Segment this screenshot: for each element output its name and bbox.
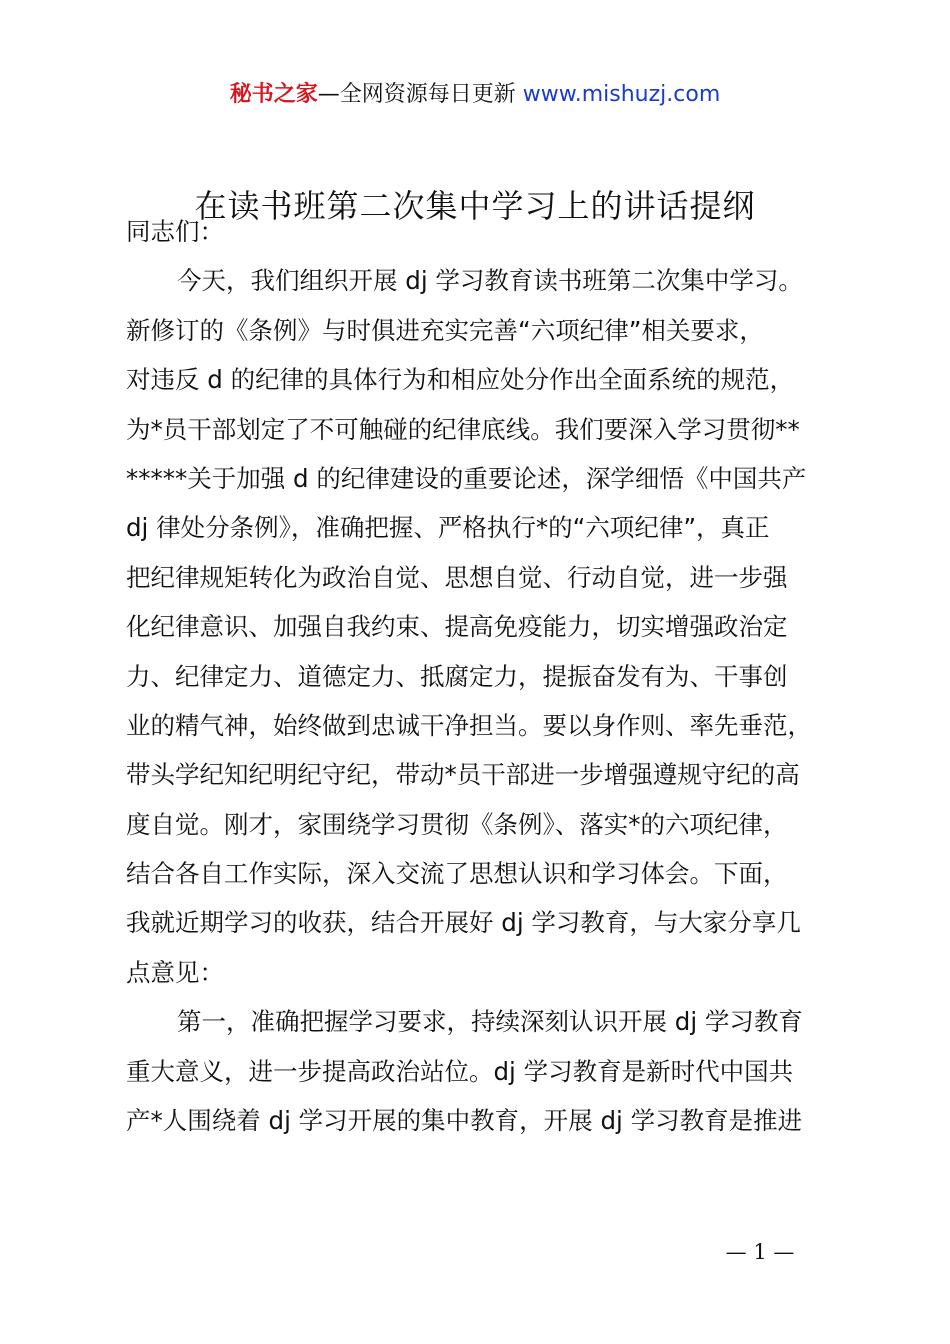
paragraph-1-line: 力、纪律定力、道德定力、抵腐定力，提振奋发有为、干事创 [126,661,788,691]
paragraph-1-line: 把纪律规矩转化为政治自觉、思想自觉、行动自觉，进一步强 [126,562,788,592]
site-header [0,80,950,110]
paragraph-1-line: 业的精气神，始终做到忠诚干净担当。要以身作则、率先垂范， [126,710,812,740]
paragraph-1-line: 今天，我们组织开展 dj 学习教育读书班第二次集中学习。 [177,266,803,296]
header-tagline: —全网资源每日更新 [317,82,523,107]
page-number: — 1 — [725,1240,795,1264]
paragraph-1-line: 化纪律意识、加强自我约束、提高免疫能力，切实增强政治定 [126,612,788,642]
document-title: 在读书班第二次集中学习上的讲话提纲 [194,187,756,225]
paragraph-1-line: 我就近期学习的收获，结合开展好 dj 学习教育，与大家分享几 [126,908,801,938]
paragraph-1-line: 带头学纪知纪明纪守纪，带动*员干部进一步增强遵规守纪的高 [126,760,800,790]
paragraph-1-line: 对违反 d 的纪律的具体行为和相应处分作出全面系统的规范， [126,365,795,395]
paragraph-1-line: dj 律处分条例》，准确把握、严格执行*的“六项纪律”，真正 [126,513,770,543]
salutation-line: 同志们： [126,217,224,246]
paragraph-1-line: 结合各自工作实际，深入交流了思想认识和学习体会。下面， [126,859,788,889]
paragraph-1-line: 度自觉。刚才，家围绕学习贯彻《条例》、落实*的六项纪律， [126,809,788,839]
document-body [126,207,866,1145]
site-url-link[interactable]: www.mishuzj.com [522,82,721,107]
paragraph-1-line: 为*员干部划定了不可触碰的纪律底线。我们要深入学习贯彻** [126,414,800,444]
paragraph-2-line: 第一，准确把握学习要求，持续深刻认识开展 dj 学习教育 [177,1007,803,1037]
paragraph-2-line: 重大意义，进一步提高政治站位。dj 学习教育是新时代中国共 [126,1056,794,1086]
paragraph-1-line: *****关于加强 d 的纪律建设的重要论述，深学细悟《中国共产 [126,463,807,493]
paragraph-2-line: 产*人围绕着 dj 学习开展的集中教育，开展 dj 学习教育是推进 [126,1106,803,1136]
brand-name: 秘书之家 [229,82,318,107]
paragraph-1-line: 点意见： [126,957,224,987]
paragraph-1-line: 新修订的《条例》与时俱进充实完善“六项纪律”相关要求， [126,315,764,345]
